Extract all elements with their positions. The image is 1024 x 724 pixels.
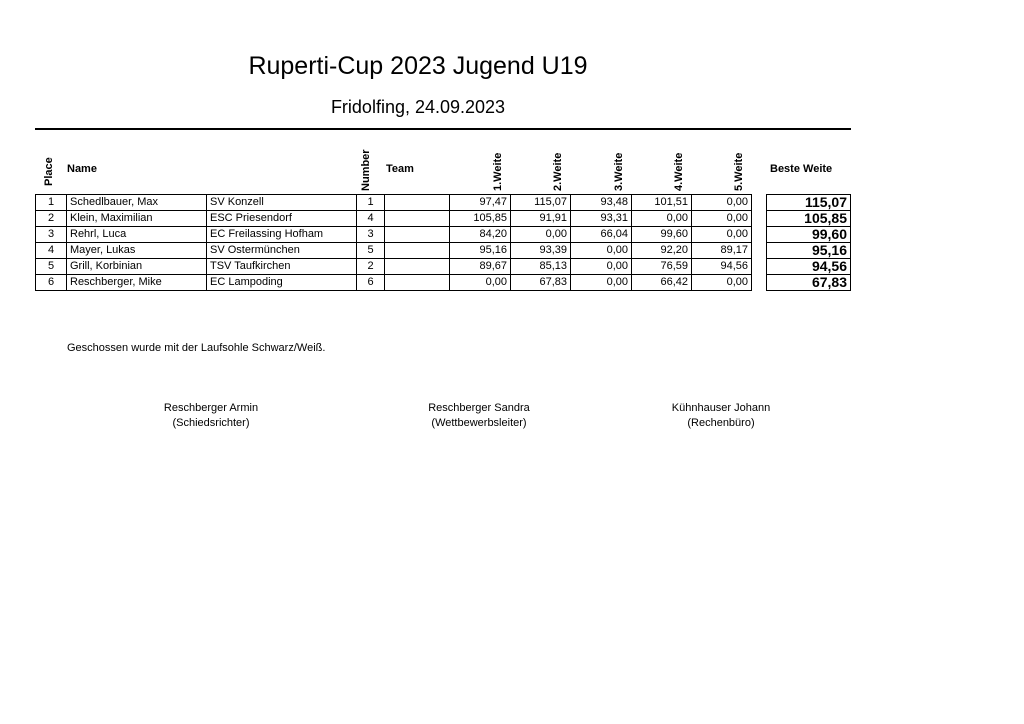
best-row (767, 227, 851, 243)
signature-name: Reschberger Sandra (428, 402, 530, 414)
club-cell: EC Lampoding (207, 275, 357, 291)
best-distance-cell: 94,56 (767, 259, 851, 275)
number-cell: 3 (357, 227, 385, 243)
table-row (36, 243, 752, 259)
weite-2-cell: 85,13 (511, 259, 571, 275)
weite-3-cell: 0,00 (571, 275, 632, 291)
weite-3-cell: 66,04 (571, 227, 632, 243)
team-cell (385, 195, 450, 211)
team-cell (385, 259, 450, 275)
weite-3-cell: 0,00 (571, 243, 632, 259)
table-row (36, 259, 752, 275)
header-best: Beste Weite (770, 163, 833, 175)
weite-4-cell: 76,59 (632, 259, 692, 275)
best-row (767, 259, 851, 275)
weite-3-cell: 93,48 (571, 195, 632, 211)
header-weite-5: 5.Weite (733, 152, 745, 191)
place-cell: 5 (36, 259, 67, 275)
team-cell (385, 227, 450, 243)
weite-5-cell: 0,00 (692, 275, 752, 291)
place-cell: 1 (36, 195, 67, 211)
weite-1-cell: 95,16 (450, 243, 511, 259)
weite-4-cell: 66,42 (632, 275, 692, 291)
club-cell: SV Ostermünchen (207, 243, 357, 259)
best-row (767, 243, 851, 259)
weite-3-cell: 0,00 (571, 259, 632, 275)
weite-4-cell: 101,51 (632, 195, 692, 211)
header-weite-2: 2.Weite (552, 152, 564, 191)
header-team: Team (386, 163, 414, 175)
name-cell: Rehrl, Luca (67, 227, 207, 243)
page-title: Ruperti-Cup 2023 Jugend U19 (248, 52, 588, 80)
signature-name: Reschberger Armin (163, 402, 259, 414)
team-cell (385, 211, 450, 227)
weite-5-cell: 0,00 (692, 195, 752, 211)
weite-1-cell: 89,67 (450, 259, 511, 275)
weite-5-cell: 0,00 (692, 211, 752, 227)
signature-name: Kühnhauser Johann (671, 402, 771, 414)
header-name: Name (67, 163, 97, 175)
weite-1-cell: 105,85 (450, 211, 511, 227)
signature-computing-office (621, 401, 821, 431)
club-cell: TSV Taufkirchen (207, 259, 357, 275)
weite-2-cell: 0,00 (511, 227, 571, 243)
weite-2-cell: 91,91 (511, 211, 571, 227)
club-cell: SV Konzell (207, 195, 357, 211)
signature-role: (Wettbewerbsleiter) (431, 417, 527, 429)
best-row (767, 195, 851, 211)
weite-2-cell: 115,07 (511, 195, 571, 211)
title-divider (35, 128, 851, 130)
club-cell: EC Freilassing Hofham (207, 227, 357, 243)
table-row (36, 227, 752, 243)
place-cell: 2 (36, 211, 67, 227)
weite-1-cell: 97,47 (450, 195, 511, 211)
name-cell: Klein, Maximilian (67, 211, 207, 227)
number-cell: 6 (357, 275, 385, 291)
weite-4-cell: 92,20 (632, 243, 692, 259)
weite-4-cell: 0,00 (632, 211, 692, 227)
signature-referee (111, 401, 311, 431)
signature-role: (Schiedsrichter) (172, 417, 250, 429)
number-cell: 4 (357, 211, 385, 227)
weite-5-cell: 89,17 (692, 243, 752, 259)
team-cell (385, 275, 450, 291)
name-cell: Schedlbauer, Max (67, 195, 207, 211)
results-table (35, 194, 752, 291)
weite-4-cell: 99,60 (632, 227, 692, 243)
weite-1-cell: 0,00 (450, 275, 511, 291)
header-weite-1: 1.Weite (492, 152, 504, 191)
header-place: Place (43, 157, 55, 186)
best-row (767, 211, 851, 227)
name-cell: Reschberger, Mike (67, 275, 207, 291)
signature-role: (Rechenbüro) (687, 417, 755, 429)
best-distance-table (766, 194, 851, 291)
weite-2-cell: 67,83 (511, 275, 571, 291)
place-cell: 3 (36, 227, 67, 243)
weite-5-cell: 0,00 (692, 227, 752, 243)
best-row (767, 275, 851, 291)
number-cell: 2 (357, 259, 385, 275)
best-distance-cell: 67,83 (767, 275, 851, 291)
number-cell: 5 (357, 243, 385, 259)
best-distance-cell: 95,16 (767, 243, 851, 259)
team-cell (385, 243, 450, 259)
header-number: Number (360, 149, 372, 191)
weite-5-cell: 94,56 (692, 259, 752, 275)
page-subtitle: Fridolfing, 24.09.2023 (330, 97, 506, 117)
place-cell: 4 (36, 243, 67, 259)
weite-3-cell: 93,31 (571, 211, 632, 227)
place-cell: 6 (36, 275, 67, 291)
signature-competition-lead (379, 401, 579, 431)
table-row (36, 275, 752, 291)
header-weite-4: 4.Weite (673, 152, 685, 191)
best-distance-cell: 105,85 (767, 211, 851, 227)
weite-2-cell: 93,39 (511, 243, 571, 259)
header-weite-3: 3.Weite (613, 152, 625, 191)
best-distance-cell: 99,60 (767, 227, 851, 243)
name-cell: Mayer, Lukas (67, 243, 207, 259)
club-cell: ESC Priesendorf (207, 211, 357, 227)
footnote: Geschossen wurde mit der Laufsohle Schwarz/Weiß. (67, 342, 326, 354)
table-row (36, 195, 752, 211)
number-cell: 1 (357, 195, 385, 211)
name-cell: Grill, Korbinian (67, 259, 207, 275)
weite-1-cell: 84,20 (450, 227, 511, 243)
best-distance-cell: 115,07 (767, 195, 851, 211)
table-row (36, 211, 752, 227)
